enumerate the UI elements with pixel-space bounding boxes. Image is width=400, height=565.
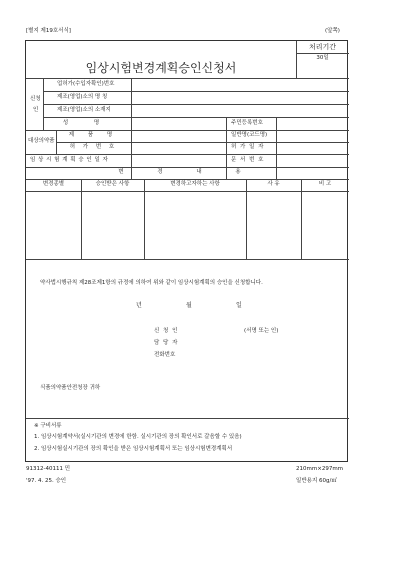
date-day: 일 <box>236 302 242 309</box>
name-label: 성 명 <box>62 120 112 126</box>
applicant-group-label: 신청 <box>30 96 41 102</box>
permit-date-label: 허 가 일 자 <box>231 144 265 150</box>
applicant-sign-label: 신 청 인 <box>154 328 179 334</box>
approval-date-field[interactable] <box>132 155 225 166</box>
phone-label: 전화번호 <box>154 352 176 358</box>
date-year: 년 <box>136 302 142 309</box>
page-side: (앞쪽) <box>325 28 340 34</box>
doc-no-label: 문 서 번 호 <box>231 157 265 163</box>
drug-group-label: 대상의약품 <box>28 138 55 144</box>
col-reason: 사 유 <box>267 181 280 187</box>
form-title: 임상시험변경계획승인신청서 <box>85 61 237 75</box>
permit-no-label: 허 가 번 호 <box>69 144 118 150</box>
business-address-field[interactable] <box>132 105 348 116</box>
attachments-title: ※ 구비서류 <box>34 423 62 429</box>
permit-date-field[interactable] <box>277 143 348 153</box>
product-name-field[interactable] <box>132 131 225 141</box>
footer-approval-date: '97. 4. 25. 승인 <box>26 478 67 484</box>
form-number: [별지 제19호서식] <box>26 28 71 34</box>
business-name-field[interactable] <box>132 92 348 103</box>
rrn-field[interactable] <box>277 118 348 129</box>
date-month: 월 <box>186 302 192 309</box>
permit-number-field[interactable] <box>132 79 348 90</box>
approval-date-label: 임 상 시 험 계 획 승 인 일 자 <box>30 157 109 163</box>
generic-name-field[interactable] <box>277 131 348 141</box>
changes-table-body[interactable] <box>27 192 348 258</box>
name-field[interactable] <box>132 118 225 129</box>
col-change-type: 변경종별 <box>42 181 65 187</box>
col-remarks: 비 고 <box>318 181 332 187</box>
attachment-item-1: 1. 임상시험계약서(실시기관의 변경에 한함. 실시기관의 장의 확인서로 갈음할 수 있음) <box>34 434 242 440</box>
col-approved-items: 승인받은 사항 <box>95 181 130 187</box>
permit-number-label: 업허가(수입자확인)번호 <box>57 81 115 87</box>
changes-section-title: 변 경 내 용 <box>118 169 257 175</box>
processing-label: 처리기간 <box>308 43 337 51</box>
product-name-label: 제 품 명 <box>68 132 119 138</box>
declaration-text: 약사법시행규칙 제28조제1항의 규정에 의하여 위와 같이 임상시험계획의 승인을 신청합니다. <box>40 280 263 286</box>
signature-or-seal: (서명 또는 인) <box>244 328 279 334</box>
footer-paper-size: 210mm×297mm <box>296 466 344 472</box>
doc-no-field[interactable] <box>277 155 348 166</box>
footer-paper-type: 일반용지 60g/㎡ <box>296 478 337 484</box>
permit-no-field[interactable] <box>132 143 225 153</box>
footer-code: 91312-40111 민 <box>26 466 71 472</box>
business-address-label: 제조(영업)소의 소재지 <box>57 107 111 113</box>
attachment-item-2: 2. 임상시험실시기관의 장의 확인을 받은 임상시험계획서 또는 임상시험변경계획서 <box>34 446 233 452</box>
rrn-label: 주민등록번호 <box>231 120 263 126</box>
contact-person-label: 담 당 자 <box>154 340 179 346</box>
col-requested-changes: 변경하고자하는 사항 <box>170 181 220 187</box>
applicant-group-label-2: 인 <box>33 107 39 113</box>
generic-name-label: 일반명(코드명) <box>231 132 268 138</box>
application-form <box>25 40 348 462</box>
business-name-label: 제조(영업)소의 명 칭 <box>57 94 108 100</box>
addressee: 식품의약품안전청장 귀하 <box>40 385 101 391</box>
processing-value: 30일 <box>316 55 329 61</box>
